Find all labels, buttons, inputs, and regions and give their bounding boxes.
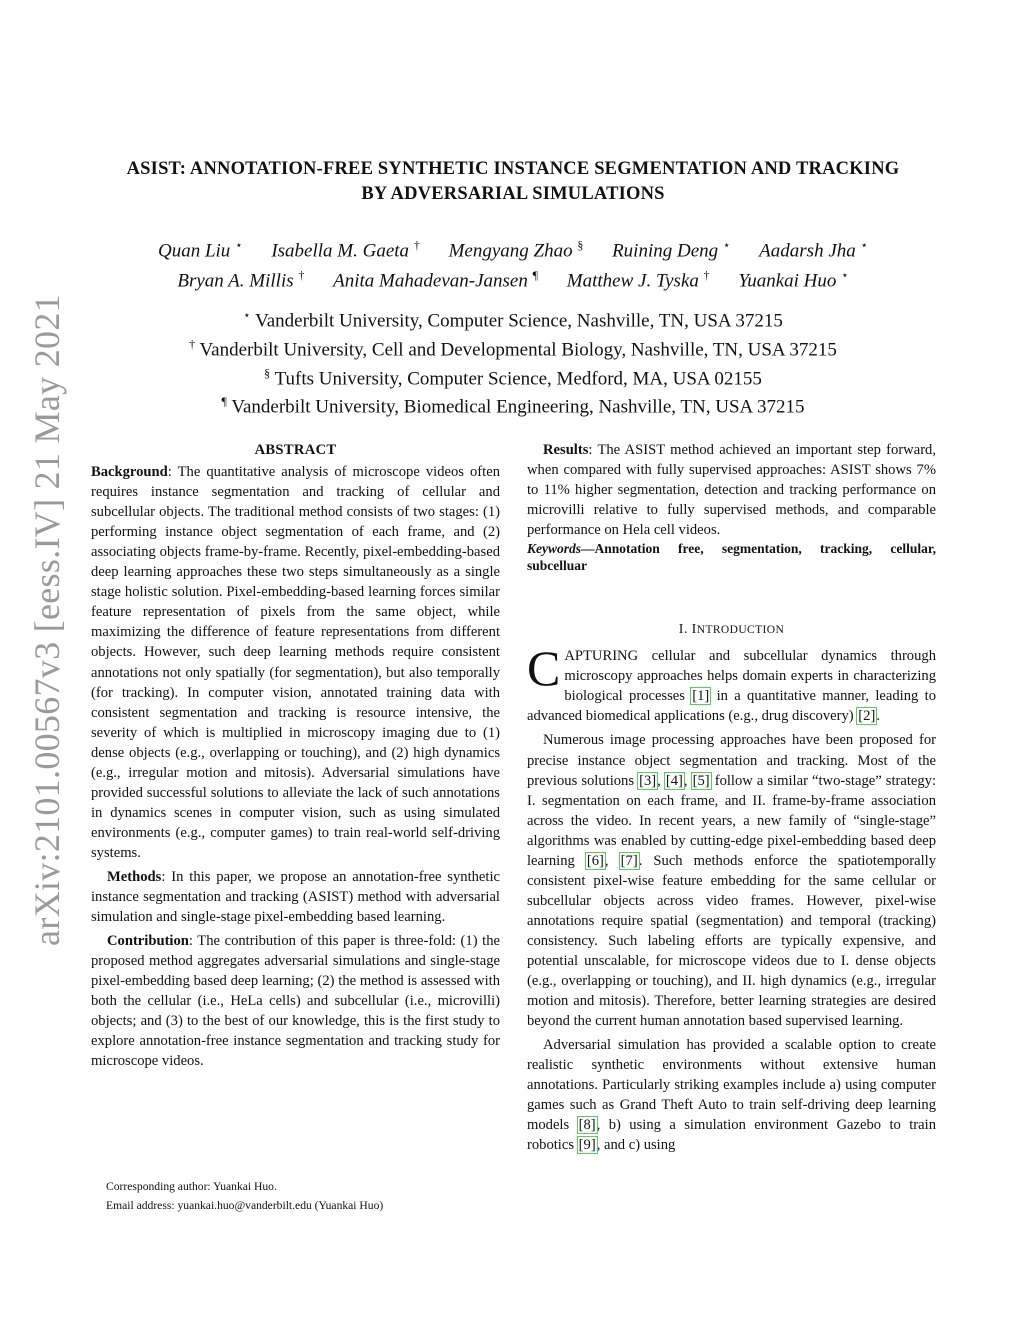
footnote [106, 1178, 506, 1215]
citation-link[interactable]: [3] [639, 772, 657, 789]
title-line-1: ASIST: ANNOTATION-FREE SYNTHETIC INSTANCE SEGMENTATION AND TRACKING [126, 159, 900, 179]
author-row-2 [80, 263, 946, 293]
affiliation: ¶ Vanderbilt University, Biomedical Engineering, Nashville, TN, USA 37215 [221, 394, 805, 418]
author: Matthew J. Tyska † [566, 268, 710, 292]
arxiv-stamp [15, 270, 79, 970]
affiliation: † Vanderbilt University, Cell and Developmental Biology, Nashville, TN, USA 37215 [189, 336, 837, 361]
citation-link[interactable]: [2] [858, 708, 876, 725]
abstract-contribution: Contribution: The contribution of this paper is three-fold: (1) the proposed method aggregates adversarial simulations and single-stage pixel-embedding based deep learning; (2) the method is assessed with both the cellular (i.e., HeLa cells) and subcellular (i.e., microvilli) objects; and (3) to the best of our knowledge, this is the first study to explore annotation-free instance segmentation and tracking study for microscope videos. [91, 933, 500, 1070]
title-line-2: BY ADVERSARIAL SIMULATIONS [361, 184, 665, 204]
author-list [80, 233, 946, 294]
citation-link[interactable]: [7] [620, 852, 638, 869]
intro-paragraph-2: Numerous image processing approaches have been proposed for precise instance object segmentation and tracking. Most of the previous solutions [3], [4], [5] follow a similar “two-stage” strategy: I. segmentation on each frame, and II. frame-by-frame association across the video. In recent years, a new family of “single-stage” algorithms was enabled by cutting-edge pixel-embedding based deep learning [6], [7]. Such methods enforce the spatiotemporally consistent pixel-wise feature embedding for the same cellular or subcellular objects across video frames. However, pixel-wise annotations require spatial (segmentation) and temporal (tracking) consistency. Such labeling efforts are typically expensive, and potential unscalable, for microscope videos due to I. dense objects (e.g., overlapping or touching), and II. high dynamics (e.g., irregular motion and mitosis). Therefore, better learning strategies are desired beyond the current human annotation based supervised learning. [527, 732, 937, 1030]
abstract-results: Results: The ASIST method achieved an important step forward, when compared with fully supervised approaches: ASIST shows 7% to 11% higher segmentation, detection and tracking performance on microvilli relative to fully supervised methods, and comparable performance on Hela cell videos. [527, 442, 936, 539]
author: Bryan A. Millis † [177, 268, 305, 292]
affiliation: § Tufts University, Computer Science, Medford, MA, USA 02155 [264, 365, 762, 389]
citation-link[interactable]: [8] [578, 1117, 596, 1134]
author: Yuankai Huo ⋆ [738, 268, 849, 292]
citation-link[interactable]: [4] [665, 772, 683, 789]
abstract-methods: Methods: In this paper, we propose an annotation-free synthetic instance segmentation and tracking (ASIST) method with adversarial simulation and single-stage pixel-embedding based learning. [91, 868, 500, 926]
affiliation: ⋆ Vanderbilt University, Computer Science, Nashville, TN, USA 37215 [243, 308, 783, 332]
left-column [91, 440, 500, 1071]
author: Anita Mahadevan-Jansen ¶ [333, 268, 539, 292]
arxiv-stamp-text: arXiv:2101.00567v3 [eess.IV] 21 May 2021 [27, 294, 67, 946]
footnote-email[interactable]: Email address: yuankai.huo@vanderbilt.edu (Yuankai Huo) [106, 1198, 384, 1212]
citation-link[interactable]: [5] [692, 772, 710, 789]
citation-link[interactable]: [1] [692, 688, 710, 705]
author: Mengyang Zhao § [448, 238, 584, 262]
paper-title [80, 157, 946, 207]
keywords: Keywords—Annotation free, segmentation, tracking, cellular, subcelluar [527, 541, 936, 574]
author: Isabella M. Gaeta † [271, 238, 420, 262]
intro-paragraph-3: Adversarial simulation has provided a scalable option to create realistic synthetic environments without extensive human annotations. Particularly striking examples include a) using computer games such as Grand Theft Auto to train self-driving deep learning models [8], b) using a simulation environment Gazebo to train robotics [9], and c) using [527, 1037, 936, 1154]
citation-link[interactable]: [9] [578, 1137, 596, 1154]
affiliations [80, 304, 946, 419]
author: Quan Liu ⋆ [157, 238, 243, 262]
footnote-corresponding: Corresponding author: Yuankai Huo. [106, 1180, 277, 1193]
section-heading-introduction: I. INTRODUCTION [678, 622, 785, 638]
author: Aadarsh Jha ⋆ [759, 238, 869, 262]
abstract-heading: ABSTRACT [254, 442, 337, 458]
right-column [527, 440, 936, 1155]
citation-link[interactable]: [6] [586, 852, 604, 869]
intro-paragraph-1: CAPTURING cellular and subcellular dynamics through microscopy approaches helps domain experts in characterizing biological processes [1] in a quantitative manner, leading to advanced biomedical applications (e.g., drug discovery) [2]. [527, 640, 936, 725]
drop-cap: C [527, 640, 561, 697]
author-row-1 [80, 233, 946, 263]
abstract-background: Background: The quantitative analysis of microscope videos often requires instance segmentation and tracking of cellular and subcellular objects. The traditional method consists of two stages: (1) performing instance object segmentation of each frame, and (2) associating objects frame-by-frame. Recently, pixel-embedding-based deep learning approaches these two steps simultaneously as a single stage holistic solution. Pixel-embedding-based learning forces similar feature representation of pixels from the same object, while maximizing the difference of feature representations from different objects. However, such deep learning methods require consistent annotations not only spatially (for segmentation), but also temporally (for tracking). In computer vision, annotated training data with consistent segmentation and tracking is resource intensive, the severity of which is multiplied in microscopy imaging due to (1) dense objects (e.g., overlapping or touching), and (2) high dynamics (e.g., irregular motion and mitosis). Adversarial simulations have provided successful solutions to alleviate the lack of such annotations in dynamics scenes in computer vision, such as using simulated environments (e.g., computer games) to train real-world self-driving systems. [91, 464, 500, 861]
author: Ruining Deng ⋆ [612, 238, 731, 262]
